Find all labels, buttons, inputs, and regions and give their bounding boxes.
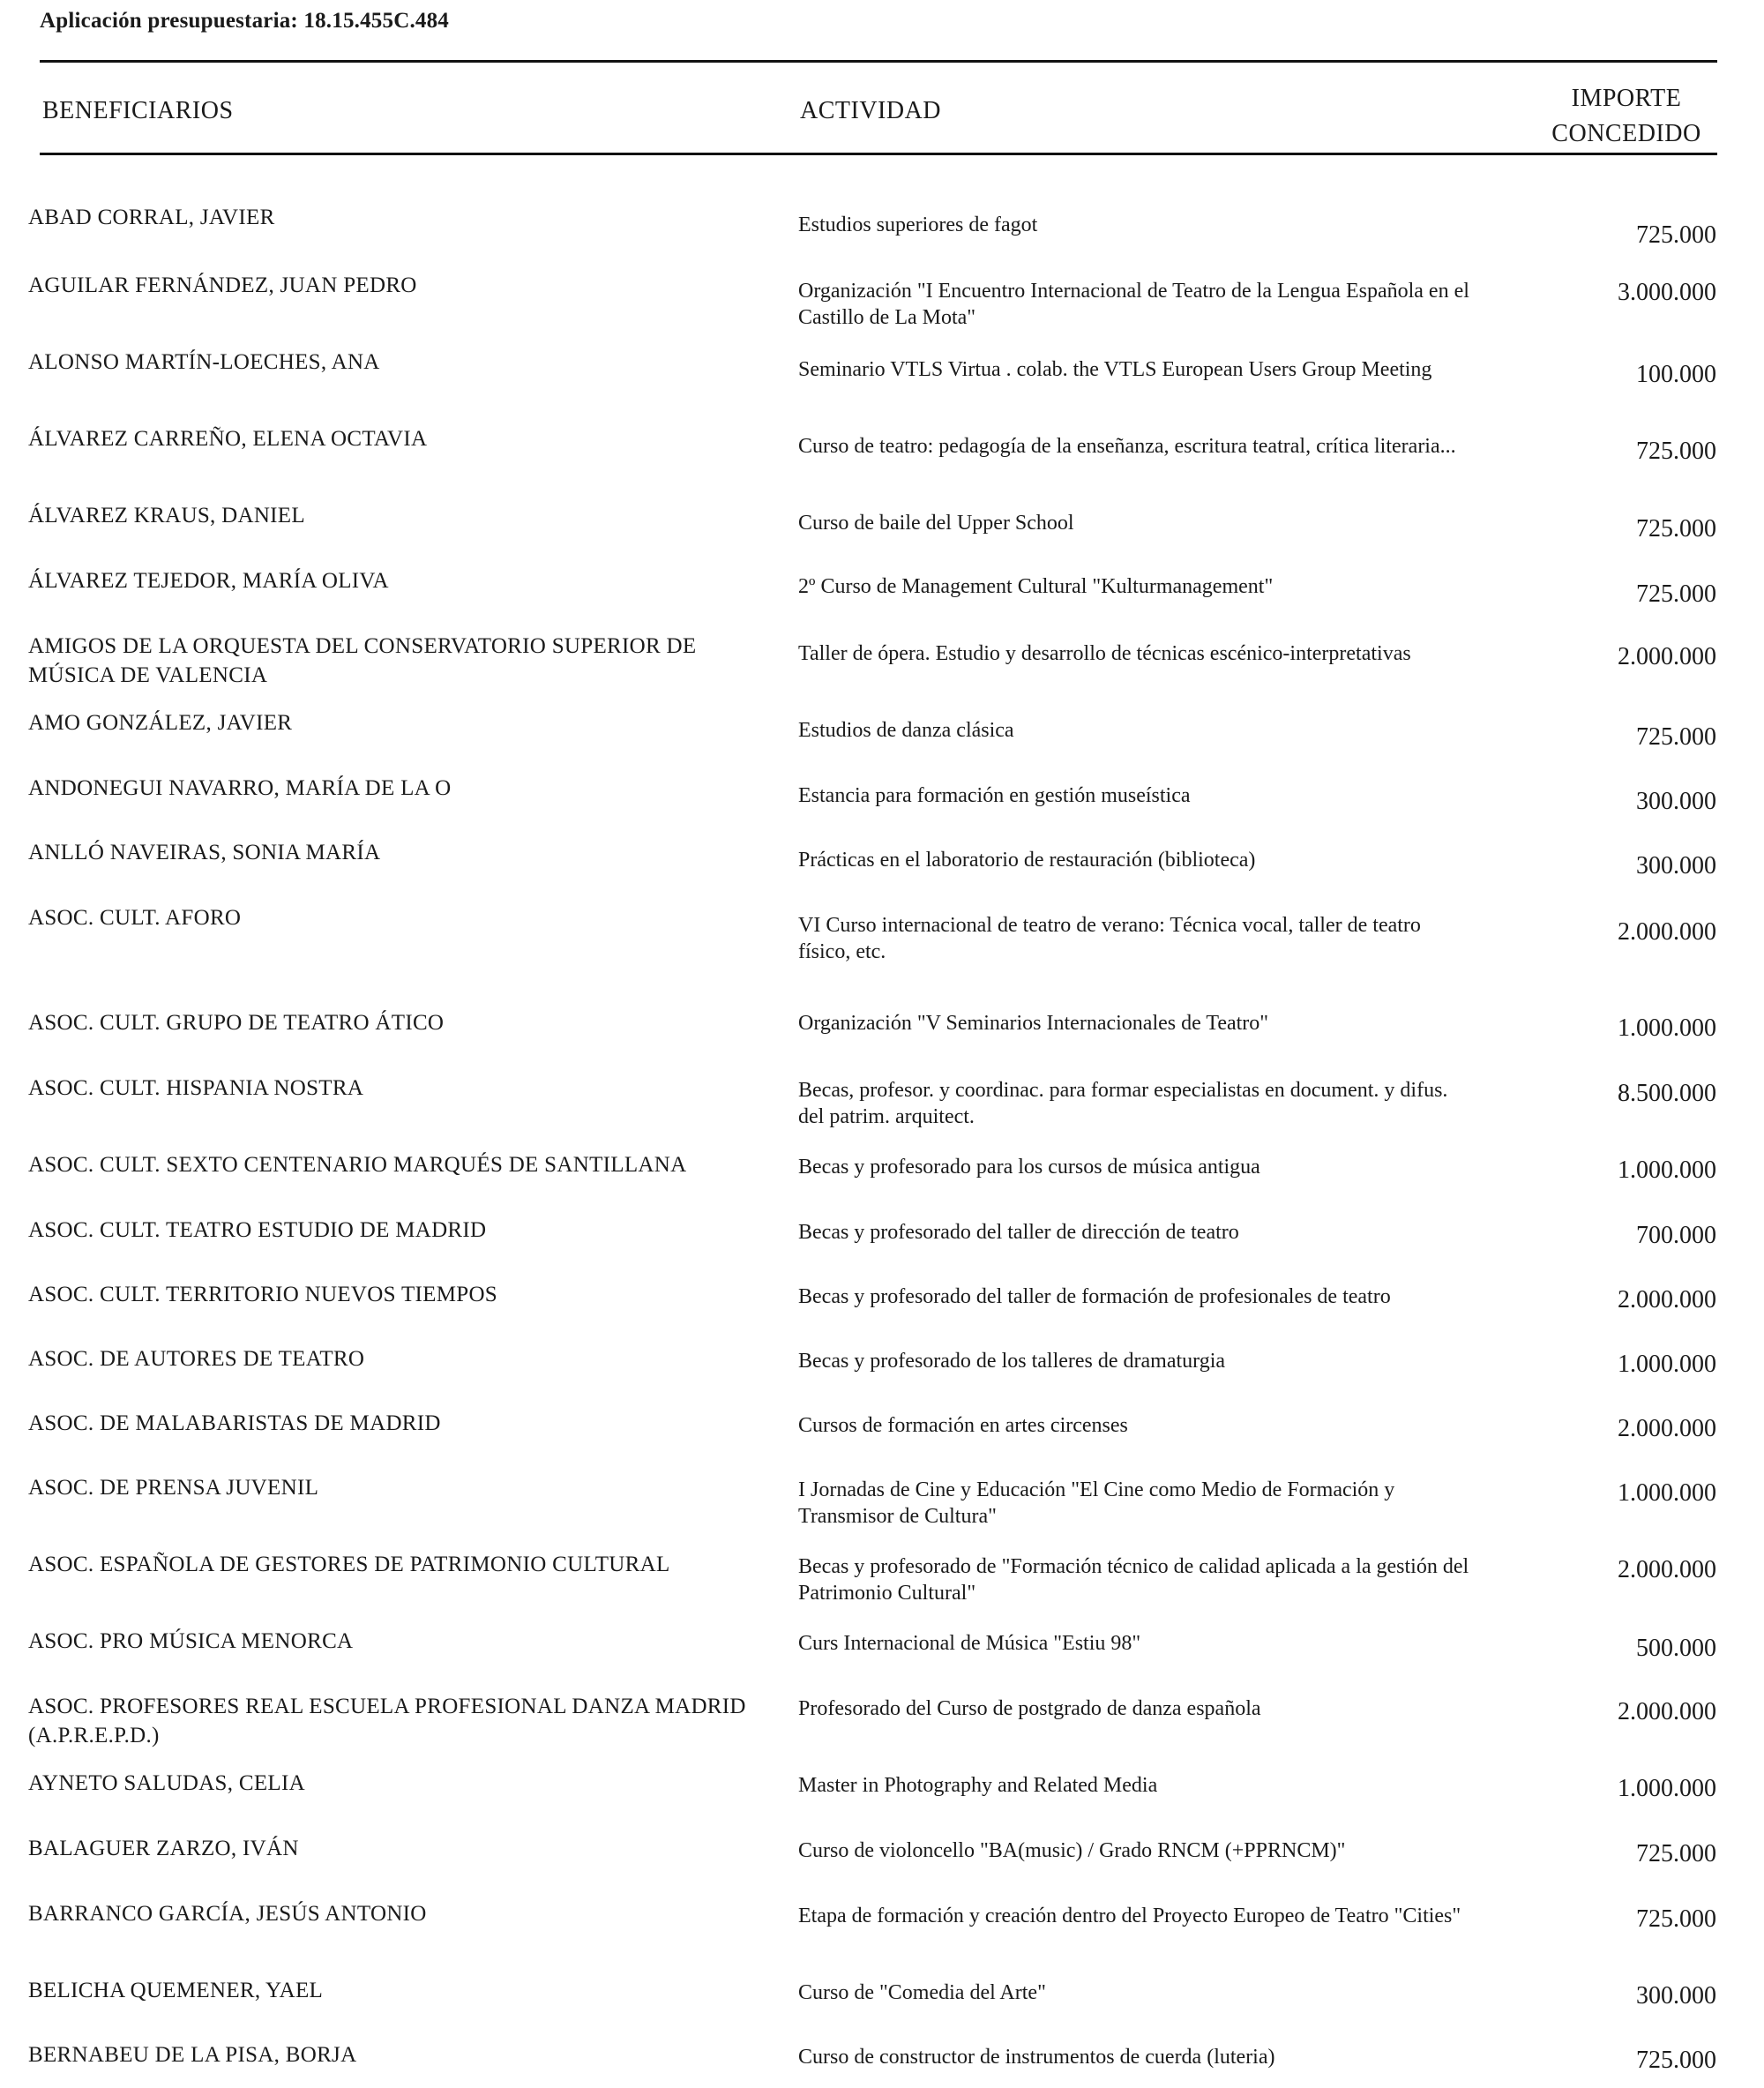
granted-amount: 3.000.000 <box>1618 279 1716 306</box>
activity-description: Estudios de danza clásica <box>798 719 1014 742</box>
granted-amount: 1.000.000 <box>1618 1014 1716 1042</box>
beneficiary-name: ASOC. CULT. HISPANIA NOSTRA <box>28 1076 364 1100</box>
beneficiary-name: ALONSO MARTÍN-LOECHES, ANA <box>28 350 380 374</box>
beneficiary-name: ASOC. DE PRENSA JUVENIL <box>28 1476 319 1500</box>
column-header-beneficiarios: BENEFICIARIOS <box>42 97 234 124</box>
activity-description: Curso de constructor de instrumentos de cuerda (luteria) <box>798 2046 1275 2069</box>
granted-amount: 100.000 <box>1636 361 1716 388</box>
activity-description: 2º Curso de Management Cultural "Kulturmanagement" <box>798 575 1274 598</box>
activity-description: Becas, profesor. y coordinac. para formar especialistas en document. y difus. del patrim. arquitect. <box>798 1079 1448 1128</box>
activity-description: Curso de "Comedia del Arte" <box>798 1981 1046 2004</box>
activity-description: Estudios superiores de fagot <box>798 213 1038 236</box>
activity-description: Cursos de formación en artes circenses <box>798 1414 1128 1437</box>
granted-amount: 2.000.000 <box>1618 1286 1716 1313</box>
activity-description: Curso de teatro: pedagogía de la enseñanza, escritura teatral, crítica literaria... <box>798 435 1456 458</box>
granted-amount: 725.000 <box>1636 2047 1716 2074</box>
beneficiary-name: ASOC. CULT. SEXTO CENTENARIO MARQUÉS DE SANTILLANA <box>28 1153 687 1177</box>
granted-amount: 2.000.000 <box>1618 1698 1716 1725</box>
beneficiary-name: ANLLÓ NAVEIRAS, SONIA MARÍA <box>28 841 381 864</box>
granted-amount: 725.000 <box>1636 1905 1716 1933</box>
beneficiary-name: ASOC. PRO MÚSICA MENORCA <box>28 1629 354 1653</box>
activity-description: Organización "I Encuentro Internacional de Teatro de la Lengua Española en el Castillo de La Mota" <box>798 280 1469 329</box>
beneficiary-name: ASOC. CULT. GRUPO DE TEATRO ÁTICO <box>28 1011 445 1035</box>
granted-amount: 1.000.000 <box>1618 1156 1716 1184</box>
beneficiary-name: ANDONEGUI NAVARRO, MARÍA DE LA O <box>28 776 452 800</box>
activity-description: VI Curso internacional de teatro de verano: Técnica vocal, taller de teatro físico, etc. <box>798 914 1421 963</box>
granted-amount: 300.000 <box>1636 788 1716 815</box>
header-top-rule <box>40 60 1717 63</box>
column-header-importe-line1: IMPORTE <box>1571 85 1682 112</box>
granted-amount: 725.000 <box>1636 438 1716 465</box>
activity-description: Organización "V Seminarios Internacionales de Teatro" <box>798 1012 1269 1035</box>
beneficiary-name: ASOC. DE MALABARISTAS DE MADRID <box>28 1411 441 1435</box>
beneficiary-name: ÁLVAREZ TEJEDOR, MARÍA OLIVA <box>28 569 389 593</box>
granted-amount: 725.000 <box>1636 580 1716 608</box>
granted-amount: 2.000.000 <box>1618 643 1716 670</box>
beneficiary-name: BERNABEU DE LA PISA, BORJA <box>28 2043 357 2067</box>
granted-amount: 2.000.000 <box>1618 1556 1716 1583</box>
granted-amount: 1.000.000 <box>1618 1775 1716 1802</box>
granted-amount: 2.000.000 <box>1618 918 1716 946</box>
beneficiary-name: ASOC. PROFESORES REAL ESCUELA PROFESIONAL DANZA MADRID (A.P.R.E.P.D.) <box>28 1695 746 1747</box>
granted-amount: 725.000 <box>1636 515 1716 543</box>
granted-amount: 725.000 <box>1636 1840 1716 1867</box>
column-header-importe <box>1538 81 1715 152</box>
activity-description: I Jornadas de Cine y Educación "El Cine como Medio de Formación y Transmisor de Cultura" <box>798 1478 1395 1528</box>
activity-description: Estancia para formación en gestión museística <box>798 784 1191 807</box>
activity-description: Becas y profesorado del taller de dirección de teatro <box>798 1221 1239 1244</box>
granted-amount: 300.000 <box>1636 1982 1716 2009</box>
granted-amount: 8.500.000 <box>1618 1080 1716 1107</box>
beneficiary-name: AGUILAR FERNÁNDEZ, JUAN PEDRO <box>28 273 417 297</box>
granted-amount: 300.000 <box>1636 852 1716 879</box>
beneficiary-name: BARRANCO GARCÍA, JESÚS ANTONIO <box>28 1902 427 1926</box>
activity-description: Becas y profesorado para los cursos de música antigua <box>798 1156 1260 1179</box>
header-bottom-rule <box>40 153 1717 155</box>
activity-description: Curso de violoncello "BA(music) / Grado RNCM (+PPRNCM)" <box>798 1839 1346 1862</box>
activity-description: Prácticas en el laboratorio de restauración (biblioteca) <box>798 849 1256 872</box>
activity-description: Profesorado del Curso de postgrado de danza española <box>798 1697 1261 1720</box>
beneficiary-name: ASOC. CULT. AFORO <box>28 906 242 930</box>
beneficiary-name: ÁLVAREZ CARREÑO, ELENA OCTAVIA <box>28 427 428 451</box>
beneficiary-name: ABAD CORRAL, JAVIER <box>28 206 275 229</box>
column-header-actividad: ACTIVIDAD <box>800 97 942 124</box>
beneficiary-name: ÁLVAREZ KRAUS, DANIEL <box>28 504 305 528</box>
beneficiary-name: ASOC. DE AUTORES DE TEATRO <box>28 1347 365 1371</box>
beneficiary-name: BALAGUER ZARZO, IVÁN <box>28 1837 299 1860</box>
beneficiary-name: AMIGOS DE LA ORQUESTA DEL CONSERVATORIO SUPERIOR DE MÚSICA DE VALENCIA <box>28 634 697 687</box>
activity-description: Master in Photography and Related Media <box>798 1774 1158 1797</box>
activity-description: Etapa de formación y creación dentro del Proyecto Europeo de Teatro "Cities" <box>798 1905 1461 1927</box>
granted-amount: 500.000 <box>1636 1635 1716 1662</box>
activity-description: Becas y profesorado de los talleres de dramaturgia <box>798 1350 1226 1373</box>
granted-amount: 2.000.000 <box>1618 1415 1716 1442</box>
beneficiary-name: ASOC. CULT. TERRITORIO NUEVOS TIEMPOS <box>28 1283 497 1306</box>
activity-description: Seminario VTLS Virtua . colab. the VTLS European Users Group Meeting <box>798 358 1432 381</box>
budget-application-line: Aplicación presupuestaria: 18.15.455C.484 <box>40 9 449 33</box>
beneficiary-name: AYNETO SALUDAS, CELIA <box>28 1771 305 1795</box>
beneficiary-name: ASOC. CULT. TEATRO ESTUDIO DE MADRID <box>28 1218 487 1242</box>
activity-description: Becas y profesorado de "Formación técnico de calidad aplicada a la gestión del Patrimonio Cultural" <box>798 1555 1469 1605</box>
granted-amount: 700.000 <box>1636 1222 1716 1249</box>
beneficiary-name: BELICHA QUEMENER, YAEL <box>28 1979 324 2002</box>
column-header-importe-line2: CONCEDIDO <box>1551 120 1701 147</box>
granted-amount: 1.000.000 <box>1618 1351 1716 1378</box>
activity-description: Taller de ópera. Estudio y desarrollo de técnicas escénico-interpretativas <box>798 642 1411 665</box>
activity-description: Curs Internacional de Música "Estiu 98" <box>798 1632 1141 1655</box>
granted-amount: 725.000 <box>1636 723 1716 751</box>
activity-description: Curso de baile del Upper School <box>798 512 1074 535</box>
beneficiary-name: AMO GONZÁLEZ, JAVIER <box>28 711 293 735</box>
beneficiary-name: ASOC. ESPAÑOLA DE GESTORES DE PATRIMONIO CULTURAL <box>28 1553 670 1576</box>
granted-amount: 725.000 <box>1636 221 1716 249</box>
activity-description: Becas y profesorado del taller de formación de profesionales de teatro <box>798 1285 1391 1308</box>
granted-amount: 1.000.000 <box>1618 1479 1716 1507</box>
